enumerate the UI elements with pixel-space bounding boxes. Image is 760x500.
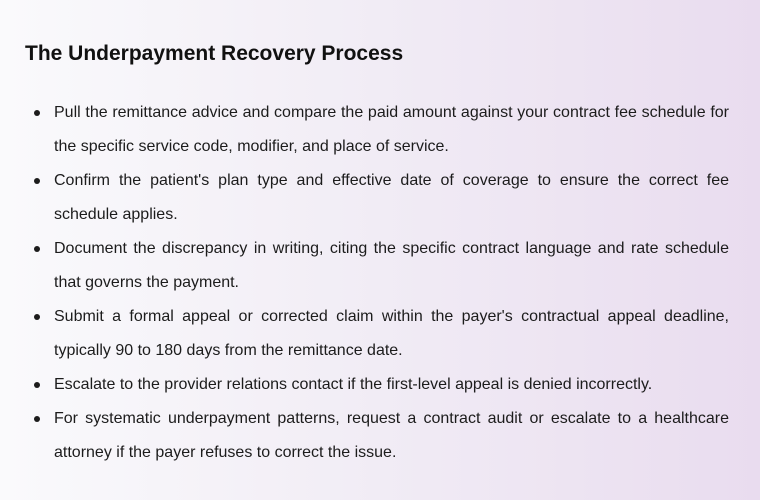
list-item-text: Confirm the patient's plan type and effective date of coverage to ensure the correct fee schedule applies. xyxy=(54,172,729,223)
list-item xyxy=(25,164,729,232)
bullet-icon xyxy=(34,382,40,388)
bullet-icon xyxy=(34,178,40,184)
bullet-icon xyxy=(34,246,40,252)
list-item xyxy=(25,96,729,164)
list-item-text: Pull the remittance advice and compare the paid amount against your contract fee schedule for the specific service code, modifier, and place of service. xyxy=(54,104,729,155)
list-item xyxy=(25,300,729,368)
list-item xyxy=(25,402,729,470)
page-title: The Underpayment Recovery Process xyxy=(25,42,404,65)
recovery-steps-list xyxy=(25,96,729,470)
list-item xyxy=(25,232,729,300)
bullet-icon xyxy=(34,110,40,116)
list-item-text: Submit a formal appeal or corrected claim within the payer's contractual appeal deadline, typically 90 to 180 days from the remittance date. xyxy=(54,308,729,359)
list-item-text: Escalate to the provider relations contact if the first-level appeal is denied incorrectly. xyxy=(54,376,653,393)
bullet-icon xyxy=(34,416,40,422)
bullet-icon xyxy=(34,314,40,320)
list-item xyxy=(25,368,729,402)
list-item-text: For systematic underpayment patterns, request a contract audit or escalate to a healthcare attorney if the payer refuses to correct the issue. xyxy=(54,410,729,461)
list-item-text: Document the discrepancy in writing, citing the specific contract language and rate schedule that governs the payment. xyxy=(54,240,729,291)
